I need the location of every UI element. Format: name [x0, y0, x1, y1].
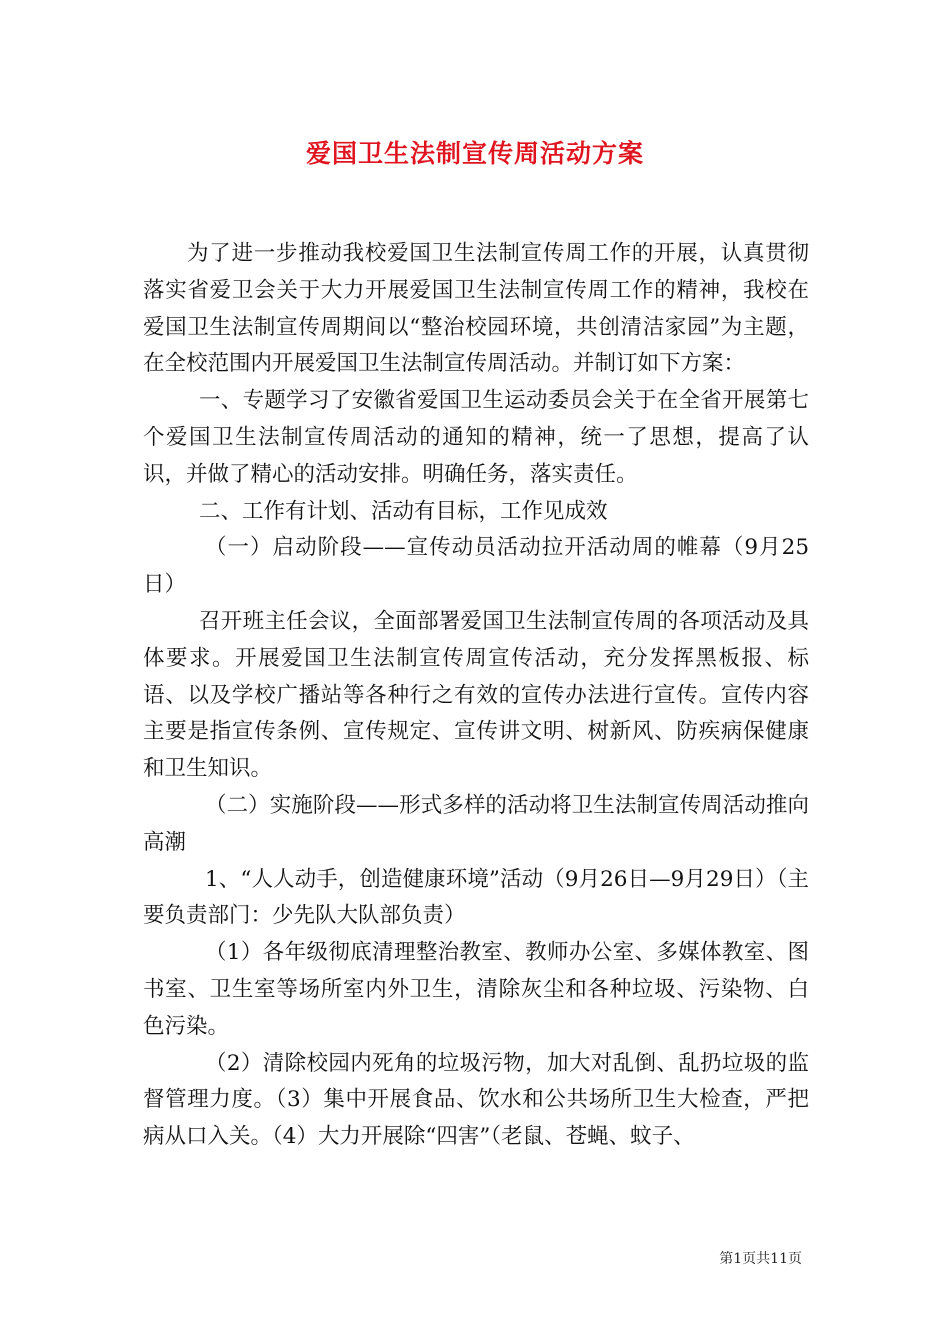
paragraph-item-2: （2）清除校园内死角的垃圾污物，加大对乱倒、乱扔垃圾的监督管理力度。（3）集中开展食品、饮水和公共场所卫生大检查，严把病从口入关。（4）大力开展除“四害”（老鼠、苍蝇、蚊子、	[143, 1050, 809, 1150]
page-number: 第1页共11页	[719, 1251, 802, 1267]
document-body	[143, 236, 809, 1156]
paragraph-activity-1: 1、“人人动手，创造健康环境”活动（9月26日—9月29日）（主要负责部门：少先队大队部负责）	[143, 866, 809, 929]
paragraph-item-1: （1）各年级彻底清理整治教室、教师办公室、多媒体教室、图书室、卫生室等场所室内外卫生，清除灰尘和各种垃圾、污染物、白色污染。	[143, 940, 809, 1039]
paragraph-section-2-heading: 二、工作有计划、活动有目标，工作见成效	[199, 498, 608, 524]
paragraph-stage-1-body: 召开班主任会议，全面部署爱国卫生法制宣传周的各项活动及具体要求。开展爱国卫生法制宣传周宣传活动，充分发挥黑板报、标语、以及学校广播站等各种行之有效的宣传办法进行宣传。宣传内容主要是指宣传条例、宣传规定、宣传讲文明、树新风、防疾病保健康和卫生知识。	[143, 608, 809, 782]
paragraph-stage-2-heading: （二）实施阶段——形式多样的活动将卫生法制宣传周活动推向高潮	[143, 792, 809, 855]
paragraph-stage-1-heading: （一）启动阶段——宣传动员活动拉开活动周的帷幕（9月25日）	[143, 535, 809, 598]
paragraph-section-1: 一、专题学习了安徽省爱国卫生运动委员会关于在全省开展第七个爱国卫生法制宣传周活动的通知的精神，统一了思想，提高了认识，并做了精心的活动安排。明确任务，落实责任。	[143, 388, 809, 487]
paragraph-intro: 为了进一步推动我校爱国卫生法制宣传周工作的开展，认真贯彻落实省爱卫会关于大力开展爱国卫生法制宣传周工作的精神，我校在爱国卫生法制宣传周期间以“整治校园环境，共创清洁家园”为主题，在全校范围内开展爱国卫生法制宣传周活动。并制订如下方案：	[143, 241, 809, 377]
document-title: 爱国卫生法制宣传周活动方案	[305, 139, 644, 168]
